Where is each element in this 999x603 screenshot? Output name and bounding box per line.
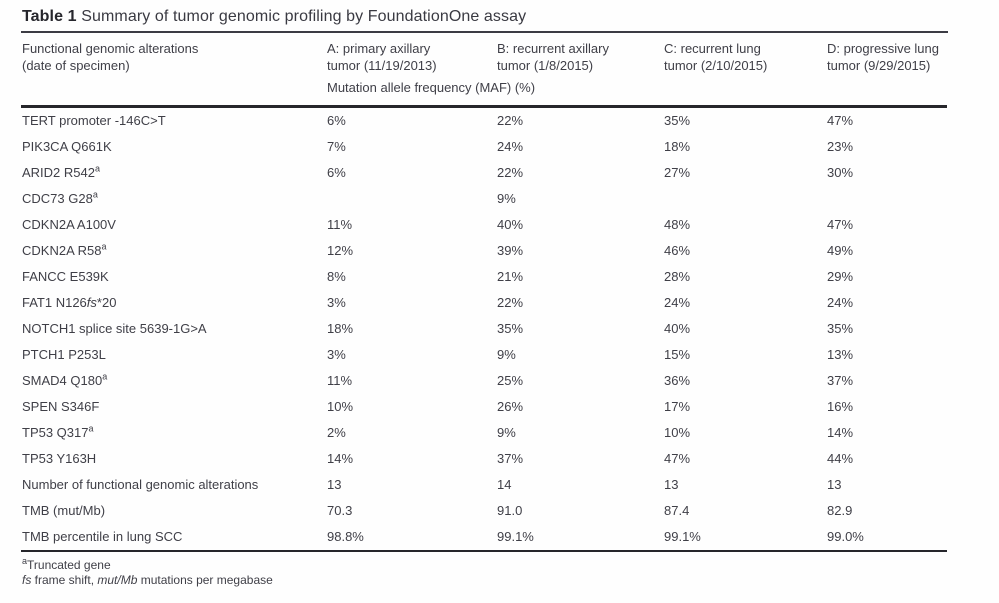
table-body <box>21 107 947 552</box>
table-row <box>21 134 947 160</box>
maf-value: 9% <box>497 191 516 206</box>
maf-value <box>326 186 496 212</box>
footnotes <box>21 552 948 588</box>
maf-value: 35% <box>664 113 691 128</box>
footnote-truncated-gene: $^a$Truncated gene <box>22 556 111 572</box>
maf-value: 13 <box>827 477 842 492</box>
maf-value: 25% <box>497 373 524 388</box>
col-header-specimen-b: B: recurrent axillary tumor (1/8/2015) <box>497 41 609 73</box>
maf-value: 47% <box>827 113 854 128</box>
table-row <box>21 160 947 186</box>
maf-value: 17% <box>664 399 691 414</box>
maf-value: 14 <box>497 477 512 492</box>
maf-value: 35% <box>497 321 524 336</box>
alteration-label: TMB (mut/Mb) <box>22 503 106 518</box>
maf-value: 13 <box>664 477 679 492</box>
maf-value: 30% <box>827 165 854 180</box>
maf-value: 99.1% <box>663 524 826 551</box>
maf-value: 36% <box>664 373 691 388</box>
maf-value: 27% <box>664 165 691 180</box>
table-row <box>21 368 947 394</box>
alteration-label: TP53 Y163H <box>22 451 97 466</box>
table-row <box>21 290 947 316</box>
table-row <box>21 498 947 524</box>
maf-value: 29% <box>827 269 854 284</box>
maf-value: 14% <box>327 451 354 466</box>
maf-value: 10% <box>327 399 354 414</box>
maf-value: 22% <box>497 165 524 180</box>
maf-value: 26% <box>497 399 524 414</box>
alteration-label: CDKN2A R58$^a$ <box>22 241 107 258</box>
alteration-label: CDC73 G28$^a$ <box>22 189 98 206</box>
maf-value: 35% <box>827 321 854 336</box>
maf-value: 3% <box>327 347 346 362</box>
table-caption <box>21 6 948 33</box>
table-row <box>21 212 947 238</box>
maf-value: 24% <box>827 295 854 310</box>
alteration-label: Number of functional genomic alterations <box>22 477 259 492</box>
alteration-label: SPEN S346F <box>22 399 100 414</box>
maf-value: 14% <box>827 425 854 440</box>
table-row <box>21 524 947 551</box>
maf-value: 98.8% <box>326 524 496 551</box>
table-row <box>21 446 947 472</box>
maf-value: 87.4 <box>664 503 690 518</box>
maf-value: 82.9 <box>827 503 853 518</box>
maf-value: 11% <box>327 217 353 232</box>
maf-value: 47% <box>664 451 691 466</box>
maf-value: 22% <box>497 295 524 310</box>
maf-value: 40% <box>497 217 524 232</box>
maf-value: 8% <box>327 269 346 284</box>
maf-value: 6% <box>327 113 346 128</box>
table-caption-text: Summary of tumor genomic profiling by FoundationOne assay <box>81 8 527 25</box>
col-header-specimen-c: C: recurrent lung tumor (2/10/2015) <box>664 41 768 73</box>
alteration-label: NOTCH1 splice site 5639-1G>A <box>22 321 207 336</box>
maf-value: 40% <box>664 321 691 336</box>
alteration-label: ARID2 R542$^a$ <box>22 163 100 180</box>
maf-value: 2% <box>327 425 346 440</box>
maf-subheader: Mutation allele frequency (MAF) (%) <box>326 74 947 107</box>
table-row <box>21 238 947 264</box>
maf-value: 37% <box>827 373 854 388</box>
col-header-alterations: Functional genomic alterations (date of specimen) <box>22 41 199 73</box>
maf-value: 48% <box>664 217 691 232</box>
table-row <box>21 394 947 420</box>
maf-value: 3% <box>327 295 346 310</box>
alteration-label: PIK3CA Q661K <box>22 139 112 154</box>
maf-value: 37% <box>497 451 524 466</box>
table-row <box>21 472 947 498</box>
maf-value: 99.1% <box>496 524 663 551</box>
col-header-specimen-d: D: progressive lung tumor (9/29/2015) <box>827 41 939 73</box>
alteration-label: TMB percentile in lung SCC <box>21 524 326 551</box>
maf-value: 10% <box>664 425 691 440</box>
alteration-label: FAT1 N126fs*20 <box>22 295 117 310</box>
maf-value <box>826 186 947 212</box>
maf-value: 24% <box>497 139 524 154</box>
maf-value: 91.0 <box>497 503 523 518</box>
maf-value: 39% <box>497 243 524 258</box>
maf-value: 99.0% <box>826 524 947 551</box>
maf-value: 15% <box>664 347 691 362</box>
alteration-label: CDKN2A A100V <box>22 217 116 232</box>
maf-value: 24% <box>664 295 691 310</box>
table-header <box>21 33 947 107</box>
maf-value: 6% <box>327 165 346 180</box>
maf-value: 49% <box>827 243 854 258</box>
maf-value: 13 <box>327 477 342 492</box>
maf-value: 16% <box>827 399 854 414</box>
footnote-abbreviations: fs frame shift, mut/Mb mutations per megabase <box>22 573 273 587</box>
maf-value: 11% <box>327 373 353 388</box>
maf-value: 22% <box>497 113 524 128</box>
maf-value: 46% <box>664 243 691 258</box>
maf-value: 47% <box>827 217 854 232</box>
maf-value: 12% <box>327 243 354 258</box>
alteration-label: TP53 Q317$^a$ <box>22 423 94 440</box>
maf-value: 13% <box>827 347 854 362</box>
column-header-row <box>21 33 947 74</box>
table-row <box>21 342 947 368</box>
table-row <box>21 264 947 290</box>
genomic-profiling-table <box>21 33 947 552</box>
table-caption-label: Table 1 <box>22 8 77 25</box>
maf-value: 18% <box>664 139 691 154</box>
maf-value: 9% <box>497 347 516 362</box>
maf-value: 70.3 <box>327 503 353 518</box>
alteration-label: TERT promoter -146C>T <box>22 113 166 128</box>
table-row <box>21 316 947 342</box>
table-row <box>21 186 947 212</box>
maf-value <box>663 186 826 212</box>
col-header-specimen-a: A: primary axillary tumor (11/19/2013) <box>327 41 437 73</box>
table-row <box>21 107 947 135</box>
maf-value: 23% <box>827 139 854 154</box>
alteration-label: SMAD4 Q180$^a$ <box>22 371 108 388</box>
maf-value: 28% <box>664 269 691 284</box>
maf-value: 18% <box>327 321 354 336</box>
maf-value: 7% <box>327 139 346 154</box>
maf-value: 21% <box>497 269 524 284</box>
maf-value: 44% <box>827 451 854 466</box>
subheader-spacer <box>21 74 326 107</box>
alteration-label: FANCC E539K <box>22 269 109 284</box>
alteration-label: PTCH1 P253L <box>22 347 106 362</box>
subheader-row <box>21 74 947 107</box>
maf-value: 9% <box>497 425 516 440</box>
table-row <box>21 420 947 446</box>
